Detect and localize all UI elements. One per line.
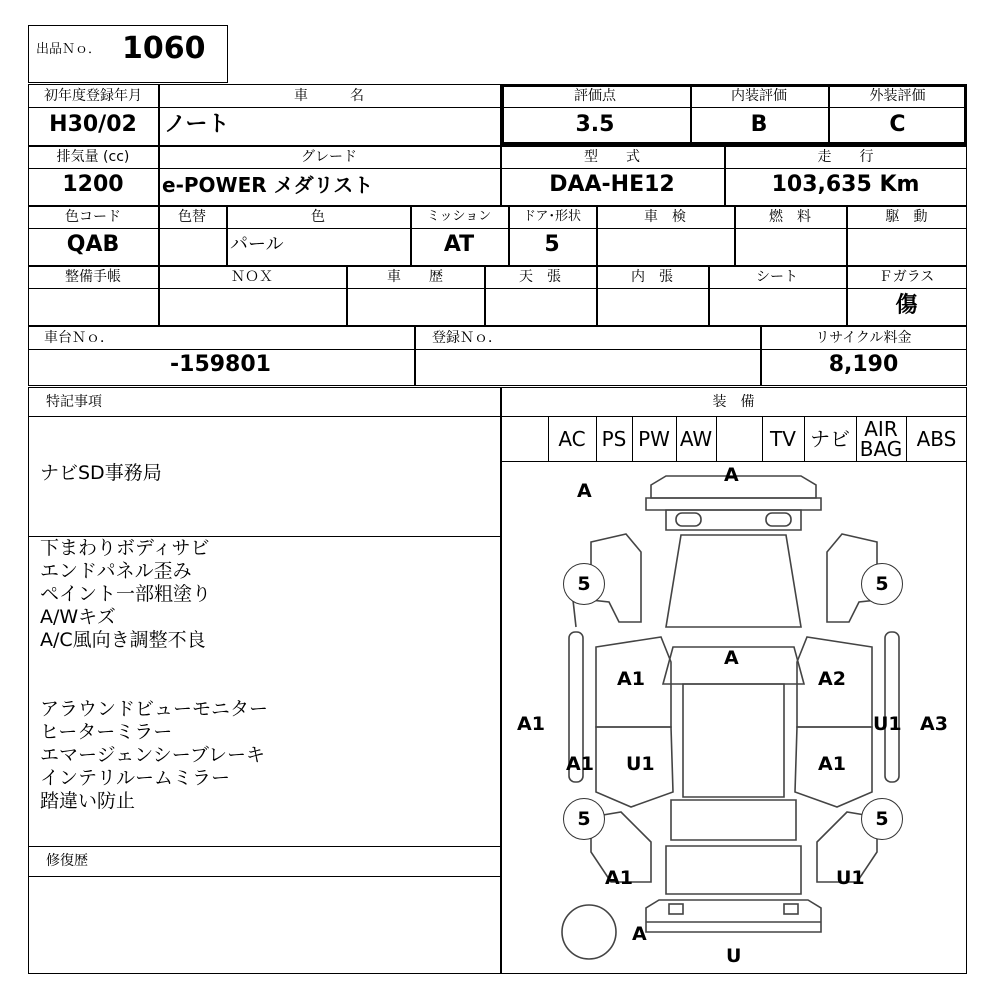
damage-left-side: A1 (517, 713, 545, 735)
damage-under: U (726, 945, 742, 967)
door-label: ドア･形状 (522, 209, 582, 224)
maintenance-label: 整備手帳 (65, 269, 121, 285)
repaint-label: 色替 (178, 209, 206, 225)
first-reg-value: H30/02 (49, 112, 137, 137)
remarks-block2: 下まわりボディサビ エンドパネル歪み ペイント一部粗塗り A/Wキズ A/C風向き調整不良 アラウンドビューモニター ヒーターミラー エマージェンシーブレーキ インテリルームミラー 踏違い防止 (40, 537, 269, 812)
damage-right-side-a: A3 (920, 713, 948, 735)
equipment-item: ナビ (810, 427, 850, 451)
damage-front-bumper: A (724, 464, 739, 486)
equipment-item: TV (770, 427, 796, 451)
tire-front-left: 5 (563, 563, 605, 605)
color-value: パール (230, 234, 284, 255)
lot-label: 出品Ｎｏ． (36, 42, 102, 57)
mission-value: AT (443, 232, 475, 257)
tire-front-right: 5 (861, 563, 903, 605)
chassis-value: -159801 (170, 352, 271, 377)
reg-label: 登録Ｎｏ． (432, 330, 502, 346)
remarks-label: 特記事項 (46, 394, 102, 410)
equipment-item: PS (601, 427, 627, 451)
car-name-value: ノート (164, 112, 230, 137)
damage-door-left-u: U1 (626, 753, 655, 775)
inner-label: 内 張 (631, 269, 673, 285)
inspection-label: 車 検 (644, 209, 686, 225)
exterior-value: C (889, 112, 906, 137)
damage-door-right: A1 (818, 753, 846, 775)
equipment-item: PW (638, 427, 670, 451)
equipment-item: AC (558, 427, 586, 451)
score-value: 3.5 (575, 112, 615, 137)
recycle-value: 8,190 (828, 352, 899, 377)
exterior-label: 外装評価 (869, 88, 926, 104)
equipment-item (716, 417, 762, 461)
door-value: 5 (544, 232, 560, 257)
fglass-value: 傷 (895, 293, 918, 318)
displacement-value: 1200 (62, 172, 124, 197)
sunroof-label: 天 張 (519, 269, 561, 285)
damage-front-left-corner: A (577, 480, 592, 502)
interior-value: B (750, 112, 768, 137)
mileage-label: 走 行 (817, 149, 874, 165)
fuel-label: 燃 料 (769, 209, 811, 225)
model-label: 型 式 (584, 149, 640, 165)
damage-fender-front-right: A2 (818, 668, 846, 690)
tire-rear-right: 5 (861, 798, 903, 840)
interior-label: 内装評価 (731, 88, 787, 104)
model-value: DAA-HE12 (549, 172, 675, 197)
nox-label: ＮＯＸ (231, 269, 273, 285)
damage-fender-front-left: A1 (617, 668, 645, 690)
damage-rear-left: A1 (605, 867, 633, 889)
damage-rear-bumper: A (632, 923, 647, 945)
damage-right-side-u: U1 (873, 713, 902, 735)
equipment-item: ABS (916, 427, 957, 451)
damage-hood: A (724, 647, 739, 669)
grade-label: グレード (301, 149, 357, 165)
mileage-value: 103,635 Km (771, 172, 920, 197)
first-reg-label: 初年度登録年月 (44, 88, 142, 104)
drive-label: 駆 動 (885, 209, 928, 225)
fglass-label: Ｆガラス (878, 269, 935, 285)
displacement-label: 排気量 (cc) (56, 149, 130, 165)
color-label: 色 (311, 209, 325, 225)
color-code-value: QAB (66, 232, 120, 257)
damage-rear-right: U1 (836, 867, 865, 889)
score-label: 評価点 (574, 88, 616, 104)
grade-value: e-POWER メダリスト (162, 173, 374, 197)
tire-rear-left: 5 (563, 798, 605, 840)
equipment-item: AIR BAG (859, 417, 903, 461)
remarks-block1: ナビSD事務局 (40, 462, 162, 484)
seat-label: シート (756, 269, 798, 285)
equipment-label: 装 備 (712, 394, 755, 410)
recycle-label: リサイクル料金 (815, 330, 912, 346)
history-label: 車 歴 (387, 269, 443, 285)
car-name-label: 車 名 (294, 88, 364, 104)
lot-number: 1060 (122, 31, 206, 66)
repair-label: 修復歴 (46, 853, 88, 869)
chassis-label: 車台Ｎｏ． (44, 330, 114, 346)
damage-door-left: A1 (566, 753, 594, 775)
equipment-item: AW (679, 427, 713, 451)
color-code-label: 色コード (65, 209, 121, 225)
mission-label: ミッション (426, 209, 492, 224)
